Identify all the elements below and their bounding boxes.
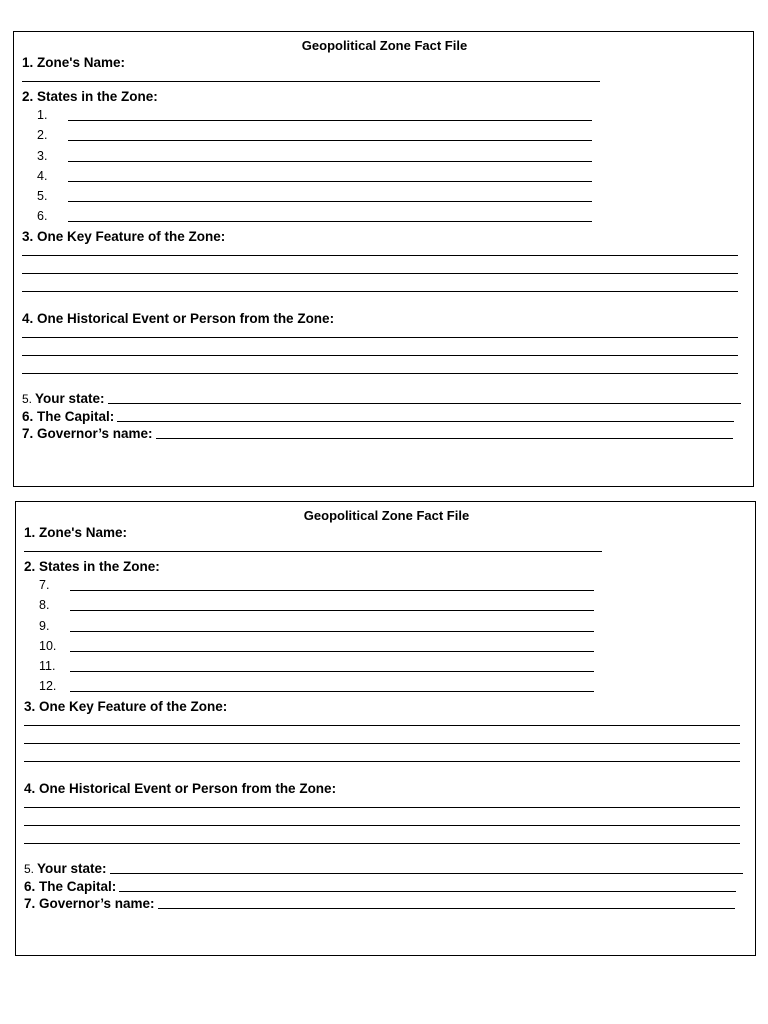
state-number: 6. xyxy=(37,209,48,224)
your-state-answer-line[interactable] xyxy=(108,403,741,404)
state-list-item xyxy=(24,657,749,677)
state-answer-line[interactable] xyxy=(68,140,592,141)
your-state-row xyxy=(22,390,747,408)
state-list-item xyxy=(22,147,747,167)
state-number: 7. xyxy=(39,578,50,592)
state-answer-line[interactable] xyxy=(68,181,592,182)
key-feature-label: 3. One Key Feature of the Zone: xyxy=(22,228,226,244)
state-list-item xyxy=(22,126,747,146)
state-list-item xyxy=(24,637,749,657)
state-answer-line[interactable] xyxy=(70,631,594,632)
zone-name-label: 1. Zone's Name: xyxy=(22,55,125,70)
answer-line[interactable] xyxy=(22,255,738,256)
state-number: 5. xyxy=(37,189,48,204)
fact-file-card-1 xyxy=(13,31,754,487)
governor-label: 7. Governor’s name: xyxy=(24,896,155,912)
state-list-item xyxy=(22,207,747,227)
your-state-label: Your state: xyxy=(35,391,105,407)
answer-line[interactable] xyxy=(24,743,740,744)
state-list-item xyxy=(24,617,749,637)
your-state-answer-line[interactable] xyxy=(110,873,743,874)
fact-file-card-2 xyxy=(15,501,756,956)
state-number: 12. xyxy=(39,679,57,694)
key-feature-answer-lines xyxy=(24,725,749,762)
your-state-label: Your state: xyxy=(37,861,107,877)
your-state-number: 5. xyxy=(22,392,33,407)
answer-line[interactable] xyxy=(24,825,740,826)
state-number: 3. xyxy=(37,148,48,163)
your-state-number: 5. xyxy=(24,862,35,877)
answer-line[interactable] xyxy=(24,725,740,726)
your-state-row xyxy=(24,860,749,878)
state-number: 2. xyxy=(37,128,48,143)
capital-answer-line[interactable] xyxy=(117,421,734,422)
capital-answer-line[interactable] xyxy=(119,891,736,892)
card-title: Geopolitical Zone Fact File xyxy=(301,38,468,53)
governor-answer-line[interactable] xyxy=(156,438,733,439)
key-feature-label: 3. One Key Feature of the Zone: xyxy=(24,698,228,714)
state-list-item xyxy=(22,167,747,187)
card-title: Geopolitical Zone Fact File xyxy=(303,508,470,523)
state-number: 1. xyxy=(37,108,48,122)
governor-row xyxy=(22,425,747,443)
state-list-item xyxy=(24,677,749,697)
state-list-item xyxy=(24,576,749,596)
historical-event-label: 4. One Historical Event or Person from the Zone: xyxy=(24,780,337,796)
answer-line[interactable] xyxy=(22,337,738,338)
historical-event-label: 4. One Historical Event or Person from the Zone: xyxy=(22,310,335,326)
key-feature-answer-lines xyxy=(22,255,747,292)
state-answer-line[interactable] xyxy=(70,590,594,591)
state-answer-line[interactable] xyxy=(68,120,592,121)
state-answer-line[interactable] xyxy=(70,671,594,672)
state-answer-line[interactable] xyxy=(68,201,592,202)
governor-label: 7. Governor’s name: xyxy=(22,426,153,442)
state-number: 8. xyxy=(39,598,50,613)
answer-line[interactable] xyxy=(22,355,738,356)
state-number: 9. xyxy=(39,618,50,633)
state-answer-line[interactable] xyxy=(70,610,594,611)
state-list-item xyxy=(22,187,747,207)
state-answer-line[interactable] xyxy=(70,691,594,692)
state-number: 10. xyxy=(39,638,57,653)
capital-label: 6. The Capital: xyxy=(24,878,117,894)
states-label: 2. States in the Zone: xyxy=(22,89,158,104)
state-number: 11. xyxy=(39,659,56,674)
states-list xyxy=(24,576,749,698)
historical-event-answer-lines xyxy=(22,337,747,374)
state-list-item xyxy=(22,106,747,126)
zone-name-label: 1. Zone's Name: xyxy=(24,525,127,540)
capital-row xyxy=(24,877,749,895)
state-answer-line[interactable] xyxy=(70,651,594,652)
answer-line[interactable] xyxy=(24,807,740,808)
state-list-item xyxy=(24,596,749,616)
historical-event-answer-lines xyxy=(24,807,749,844)
state-answer-line[interactable] xyxy=(68,221,592,222)
governor-answer-line[interactable] xyxy=(158,908,735,909)
state-number: 4. xyxy=(37,168,48,183)
states-list xyxy=(22,106,747,228)
capital-label: 6. The Capital: xyxy=(22,408,115,424)
state-answer-line[interactable] xyxy=(68,161,592,162)
answer-line[interactable] xyxy=(22,273,738,274)
governor-row xyxy=(24,895,749,913)
capital-row xyxy=(22,407,747,425)
states-label: 2. States in the Zone: xyxy=(24,559,160,574)
